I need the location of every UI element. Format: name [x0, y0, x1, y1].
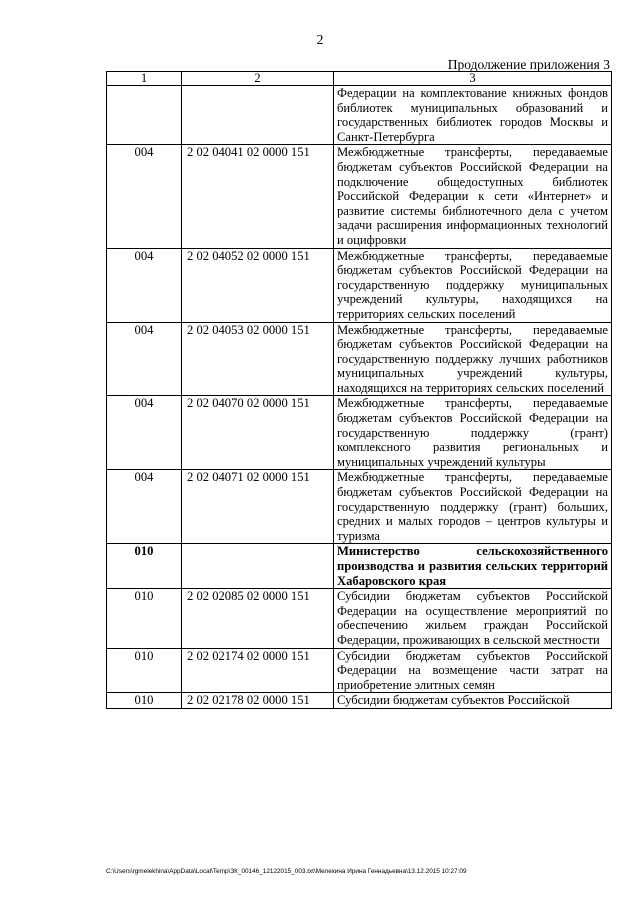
page-number: 2 [316, 33, 324, 48]
cell-kbk [182, 86, 334, 145]
header-col-2: 2 [182, 72, 334, 86]
cell-code [107, 86, 182, 145]
cell-code: 010 [107, 693, 182, 709]
cell-description: Субсидии бюджетам субъектов Российской Федерации на осуществление мероприятий по обеспечению жильем граждан Российской Федерации, проживающих в сельской местности [334, 589, 612, 648]
continuation-label: Продолжение приложения 3 [447, 57, 610, 72]
cell-description: Федерации на комплектование книжных фондов библиотек муниципальных образований и государственных библиотек городов Москвы и Санкт-Петербурга [334, 86, 612, 145]
header-col-1: 1 [107, 72, 182, 86]
cell-kbk: 2 02 02085 02 0000 151 [182, 589, 334, 648]
table-row [107, 470, 612, 544]
cell-description: Межбюджетные трансферты, передаваемые бюджетам субъектов Российской Федерации на подключение общедоступных библиотек Российской Федерации к сети «Интернет» и развитие системы библиотечного дела с учетом задачи расширения информационных технологий и оцифровки [334, 145, 612, 248]
cell-description: Субсидии бюджетам субъектов Российской [334, 693, 612, 709]
cell-code: 004 [107, 470, 182, 544]
table-row [107, 693, 612, 709]
cell-description: Министерство сельскохозяйственного производства и развития сельских территорий Хабаровского края [334, 544, 612, 589]
cell-description: Межбюджетные трансферты, передаваемые бюджетам субъектов Российской Федерации на государственную поддержку (грант) комплексного развития региональных и муниципальных учреждений культуры [334, 396, 612, 470]
table-row [107, 86, 612, 145]
table-row [107, 648, 612, 693]
cell-description: Межбюджетные трансферты, передаваемые бюджетам субъектов Российской Федерации на государственную поддержку муниципальных учреждений культуры, находящихся на территориях сельских поселений [334, 248, 612, 322]
table-header-row [107, 72, 612, 86]
cell-kbk [182, 544, 334, 589]
appendix-table [106, 71, 612, 709]
table-row [107, 589, 612, 648]
cell-code: 010 [107, 648, 182, 693]
cell-description: Межбюджетные трансферты, передаваемые бюджетам субъектов Российской Федерации на государственную поддержку лучших работников муниципальных учреждений культуры, находящихся на территориях сельских поселений [334, 322, 612, 396]
cell-code: 004 [107, 145, 182, 248]
cell-code: 004 [107, 396, 182, 470]
cell-kbk: 2 02 04052 02 0000 151 [182, 248, 334, 322]
cell-code: 004 [107, 322, 182, 396]
cell-code: 004 [107, 248, 182, 322]
table-row [107, 396, 612, 470]
file-path-footer: C:\Users\rgmelekhina\AppData\Local\Temp\ЗК_00146_12122015_003.txt\Мелехина Ирина Геннадьевна\13.12.2015 10:27:09 [106, 868, 467, 875]
cell-kbk: 2 02 04071 02 0000 151 [182, 470, 334, 544]
cell-description: Субсидии бюджетам субъектов Российской Федерации на возмещение части затрат на приобретение элитных семян [334, 648, 612, 693]
cell-code: 010 [107, 544, 182, 589]
table-row-ministry [107, 544, 612, 589]
cell-description: Межбюджетные трансферты, передаваемые бюджетам субъектов Российской Федерации на государственную поддержку (грант) больших, средних и малых городов – центров культуры и туризма [334, 470, 612, 544]
table-row [107, 322, 612, 396]
cell-kbk: 2 02 04041 02 0000 151 [182, 145, 334, 248]
cell-kbk: 2 02 02174 02 0000 151 [182, 648, 334, 693]
table-row [107, 248, 612, 322]
cell-kbk: 2 02 02178 02 0000 151 [182, 693, 334, 709]
cell-kbk: 2 02 04053 02 0000 151 [182, 322, 334, 396]
table-row [107, 145, 612, 248]
cell-kbk: 2 02 04070 02 0000 151 [182, 396, 334, 470]
cell-code: 010 [107, 589, 182, 648]
header-col-3: 3 [334, 72, 612, 86]
